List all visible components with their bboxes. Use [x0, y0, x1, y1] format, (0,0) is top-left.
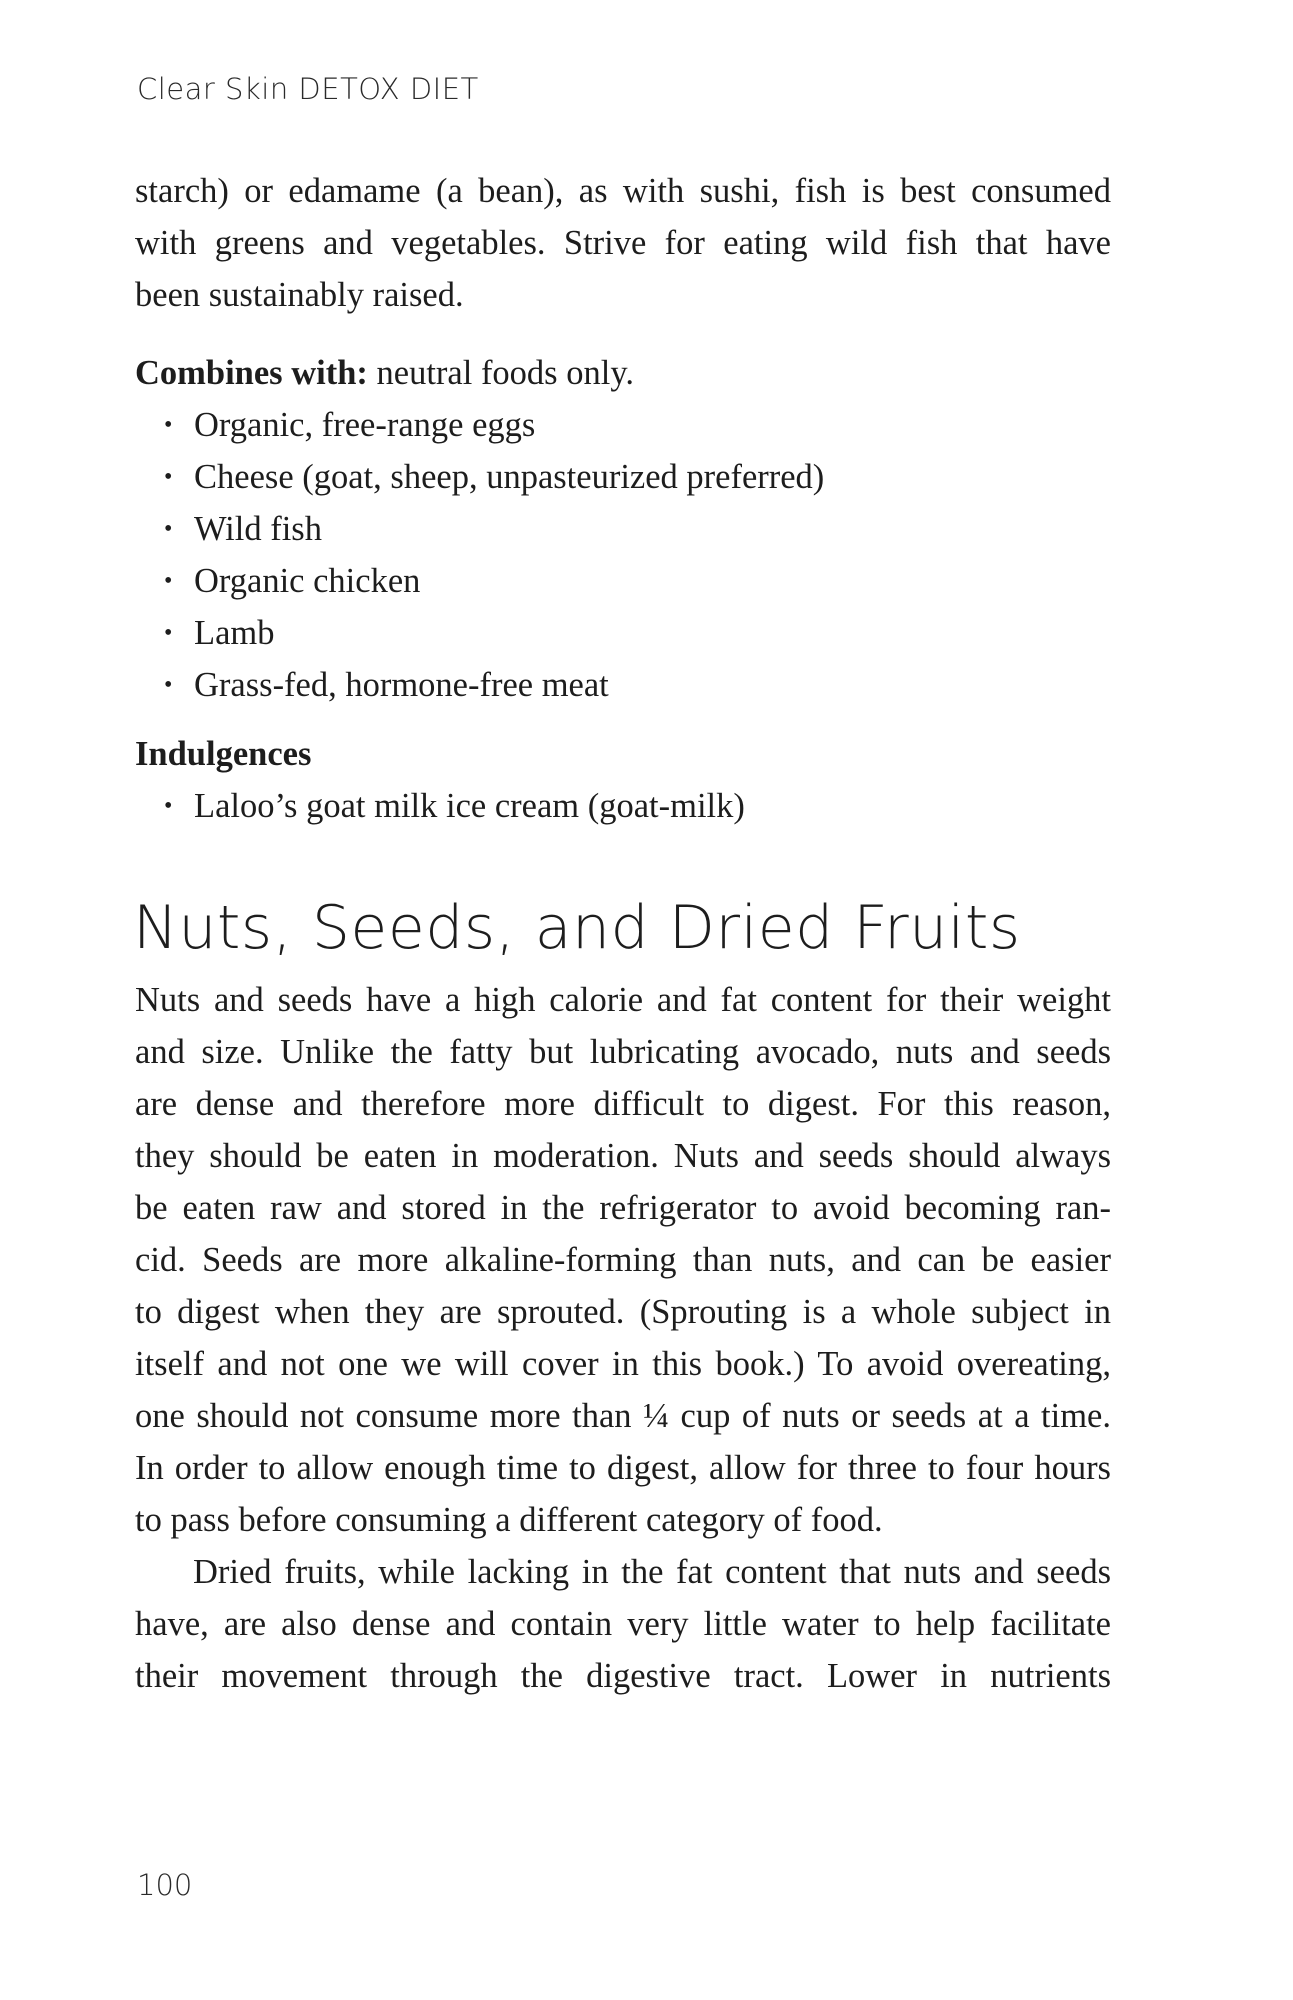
list-item: [162, 555, 1062, 607]
list-item-text: Laloo’s goat milk ice cream (goat-milk): [194, 787, 745, 825]
paragraph-line: itself and not one we will cover in this book.) To avoid overeating,: [135, 1345, 1111, 1383]
list-item: [162, 451, 1062, 503]
body-paragraph-2: [135, 1546, 1111, 1702]
paragraph-line: have, are also dense and contain very little water to help facilitate: [135, 1605, 1111, 1643]
list-item: [162, 659, 1062, 711]
combines-label: Combines with:: [135, 354, 368, 392]
paragraph-line: to digest when they are sprouted. (Sprouting is a whole subject in: [135, 1293, 1111, 1331]
paragraph-line: they should be eaten in moderation. Nuts and seeds should always: [135, 1137, 1111, 1175]
paragraph-line: their movement through the digestive tract. Lower in nutrients: [135, 1657, 1111, 1695]
list-item-text: Cheese (goat, sheep, unpasteurized preferred): [194, 458, 825, 496]
list-item: [162, 607, 1062, 659]
combines-list: [162, 399, 1062, 711]
intro-line: been sustainably raised.: [135, 276, 464, 314]
body-paragraph-1: [135, 974, 1111, 1546]
list-item: [162, 399, 1062, 451]
paragraph-line: to pass before consuming a different category of food.: [135, 1501, 883, 1539]
indulgences-heading: [135, 728, 1111, 780]
combines-text: neutral foods only.: [367, 354, 634, 392]
combines-line: [135, 347, 1111, 399]
bullet-icon: •: [164, 672, 173, 698]
list-item: [162, 503, 1062, 555]
intro-paragraph: [135, 165, 1111, 321]
bullet-icon: •: [164, 516, 173, 542]
list-item-text: Grass-fed, hormone-free meat: [194, 666, 609, 704]
list-item: [162, 780, 1062, 832]
list-item-text: Wild fish: [194, 510, 322, 548]
indulgences-heading-text: Indulgences: [135, 735, 312, 773]
section-heading: Nuts, Seeds, and Dried Fruits: [133, 893, 1021, 963]
running-header: Clear Skin DETOX DIET: [137, 72, 479, 106]
intro-line: starch) or edamame (a bean), as with sushi, fish is best consumed: [135, 172, 1111, 210]
paragraph-line: cid. Seeds are more alkaline-forming than nuts, and can be easier: [135, 1241, 1111, 1279]
paragraph-line: are dense and therefore more difficult to digest. For this reason,: [135, 1085, 1111, 1123]
list-item-text: Lamb: [194, 614, 275, 652]
page-number: 100: [137, 1868, 193, 1902]
indulgences-list: [162, 780, 1062, 832]
paragraph-line: Dried fruits, while lacking in the fat content that nuts and seeds: [193, 1553, 1111, 1591]
list-item-text: Organic, free-range eggs: [194, 406, 536, 444]
bullet-icon: •: [164, 464, 173, 490]
paragraph-line: In order to allow enough time to digest, allow for three to four hours: [135, 1449, 1111, 1487]
paragraph-line: and size. Unlike the fatty but lubricating avocado, nuts and seeds: [135, 1033, 1111, 1071]
bullet-icon: •: [164, 793, 173, 819]
list-item-text: Organic chicken: [194, 562, 421, 600]
bullet-icon: •: [164, 620, 173, 646]
bullet-icon: •: [164, 412, 173, 438]
paragraph-line: one should not consume more than ¼ cup of nuts or seeds at a time.: [135, 1397, 1111, 1435]
bullet-icon: •: [164, 568, 173, 594]
paragraph-line: Nuts and seeds have a high calorie and fat content for their weight: [135, 981, 1111, 1019]
paragraph-line: be eaten raw and stored in the refrigerator to avoid becoming ran-: [135, 1189, 1111, 1227]
intro-line: with greens and vegetables. Strive for eating wild fish that have: [135, 224, 1111, 262]
